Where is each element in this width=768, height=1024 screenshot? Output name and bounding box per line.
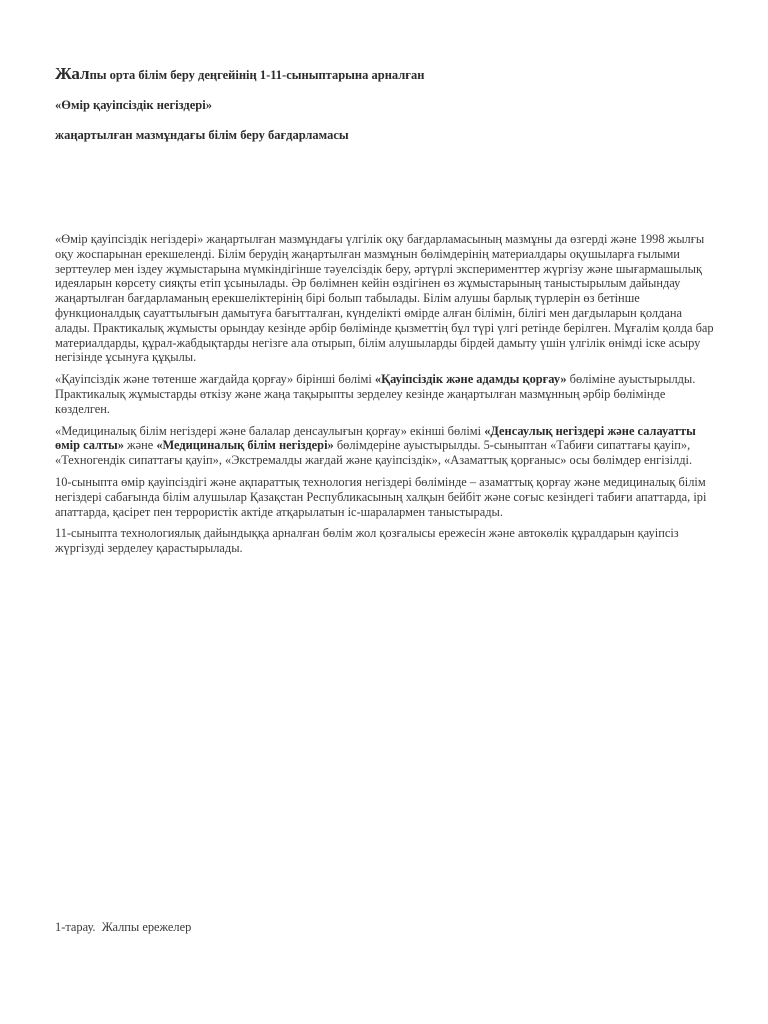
section-heading: 1-тарау. Жалпы ережелер bbox=[55, 920, 192, 934]
title-line-1-lead: Жал bbox=[55, 64, 90, 83]
document-title bbox=[55, 66, 715, 157]
paragraph-3-bold-b: «Медициналық білім негіздері» bbox=[156, 438, 334, 453]
title-line-1-rest: пы орта білім беру деңгейінің 1-11-сыныптарына арналған bbox=[89, 68, 425, 82]
paragraph-2-bold-a: «Қауіпсіздік және адамды қорғау» bbox=[374, 372, 567, 387]
title-line-2: «Өмір қауіпсіздік негіздері» bbox=[55, 98, 212, 112]
paragraph-2-text-a: «Қауіпсіздік және төтенше жағдайда қорғау» бірінші бөлімі bbox=[55, 372, 375, 387]
paragraph-1: «Өмір қауіпсіздік негіздері» жаңартылған мазмұндағы үлгілік оқу бағдарламасының мазмұны да өзгерді және 1998 жылғы оқу жоспарынан ерекшеленді. Білім берудің жаңартылған мазмұнын бөлімдерінің материалдары оқушыларға ғылыми зерттеулер мен іздеу жұмыстарына мүмкіндігінше тәуелсіздік беру, әртүрлі эксперименттер жүргізу және шығармашылық идеяларын көрсету сияқты етіп ұсынылады. Әр бөлімнен кейін өздігінен өз жұмыстарының таныстырылым дайындау жаңартылған бағдарламаның ерекшеліктерінің бірі болып табылады. Білім алушы барлық түрлерін өз бетінше функционалдық сауаттылығын дамытуға бағытталған, күнделікті өмірде алған білімін, білігі мен дағдыларын қолдана алады. Практикалық жұмысты орындау кезінде әрбір бөлімінде қызметтің бұл түрі үлгі ретінде берілген. Мұғалім қолда бар материалдарды, құрал-жабдықтарды негізге ала отырып, білім алушыларды бірдей дамыту үшін үлгілік өнімді іске асыру негізінде ұсынуға құқылы. bbox=[55, 232, 714, 365]
document-body bbox=[55, 232, 715, 563]
title-line-3: жаңартылған мазмұндағы білім беру бағдарламасы bbox=[55, 128, 349, 142]
paragraph-2 bbox=[55, 372, 715, 416]
paragraph-3-text-a: «Медициналық білім негіздері және балалар денсаулығын қорғау» екінші бөлімі bbox=[55, 423, 485, 438]
paragraph-5: 11-сыныпта технологиялық дайындыққа арналған бөлім жол қозғалысы ережесін және автокөлік құралдарын қауіпсіз жүргізуді зерделеу қарастырылады. bbox=[55, 526, 679, 556]
paragraph-2-text-b: бөліміне ауыстырылды. Практикалық жұмыстарды өткізу және жаңа тақырыпты зерделеу кезінде жаңартылған мазмұнның әрбір бөлімінде көзделген. bbox=[55, 372, 696, 416]
paragraph-4: 10-сыныпта өмір қауіпсіздігі және ақпараттық технология негіздері бөлімінде – азаматтық қорғау және медициналық білім негіздері сабағында білім алушылар Қазақстан Республикасының халқын бейбіт және соғыс кезіндегі табиғи апаттарда, ірі апаттарда, қасірет пен террористік актіде атқарылатын іс-шаралармен таныстырады. bbox=[55, 474, 707, 519]
paragraph-3 bbox=[55, 424, 715, 468]
paragraph-3-bold-a: «Денсаулық негіздері және салауатты өмір салты» bbox=[55, 423, 696, 453]
paragraph-3-text-c: бөлімдеріне ауыстырылды. 5-сыныптан «Табиғи сипаттағы қауіп», «Техногендік сипаттағы қауіп», «Экстремалды жағдай және қауіпсіздік», «Азаматтық қорғаныс» осы бөлімдер енгізілді. bbox=[55, 438, 693, 468]
title-line-1 bbox=[55, 66, 715, 83]
paragraph-3-text-b: және bbox=[123, 438, 157, 453]
